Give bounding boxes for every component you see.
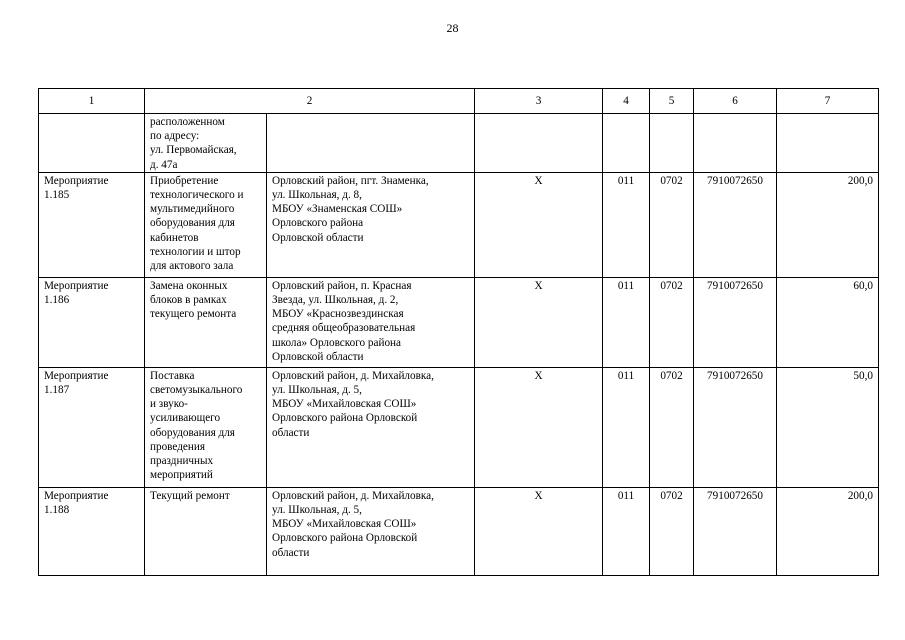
cell-address: Орловский район, д. Михайловка, ул. Школьная, д. 5, МБОУ «Михайловская СОШ» Орловского района Орловской области <box>267 487 475 575</box>
cell-col3: Х <box>475 487 603 575</box>
cell-col5 <box>650 114 694 173</box>
activities-table <box>38 88 879 576</box>
table-row <box>39 277 879 367</box>
cell-col5: 0702 <box>650 172 694 277</box>
cell-activity-name: Поставка светомузыкального и звуко- усиливающего оборудования для проведения праздничных мероприятий <box>145 367 267 487</box>
cell-col6: 7910072650 <box>694 172 777 277</box>
cell-col7: 200,0 <box>777 172 879 277</box>
cell-col6: 7910072650 <box>694 367 777 487</box>
cell-activity-name: Замена оконных блоков в рамках текущего ремонта <box>145 277 267 367</box>
cell-address: Орловский район, д. Михайловка, ул. Школьная, д. 5, МБОУ «Михайловская СОШ» Орловского района Орловской области <box>267 367 475 487</box>
cell-col5: 0702 <box>650 277 694 367</box>
header-col-5: 5 <box>650 89 694 114</box>
cell-col4 <box>603 114 650 173</box>
cell-activity-id <box>39 114 145 173</box>
cell-col7: 50,0 <box>777 367 879 487</box>
cell-col6 <box>694 114 777 173</box>
header-col-7: 7 <box>777 89 879 114</box>
cell-col3: Х <box>475 367 603 487</box>
cell-activity-name: Приобретение технологического и мультимедийного оборудования для кабинетов технологии и штор для актового зала <box>145 172 267 277</box>
cell-col4: 011 <box>603 487 650 575</box>
page-number: 28 <box>446 21 459 35</box>
cell-col3: Х <box>475 172 603 277</box>
table-row <box>39 172 879 277</box>
cell-activity-id: Мероприятие 1.187 <box>39 367 145 487</box>
cell-address: Орловский район, п. Красная Звезда, ул. Школьная, д. 2, МБОУ «Краснозвездинская средняя общеобразовательная школа» Орловского района Орловской области <box>267 277 475 367</box>
table-row <box>39 367 879 487</box>
cell-col4: 011 <box>603 367 650 487</box>
cell-col6: 7910072650 <box>694 487 777 575</box>
table-header-row <box>39 89 879 114</box>
cell-activity-name: расположенном по адресу: ул. Первомайская, д. 47а <box>145 114 267 173</box>
cell-activity-id: Мероприятие 1.188 <box>39 487 145 575</box>
cell-col7: 200,0 <box>777 487 879 575</box>
table-row <box>39 487 879 575</box>
header-col-1: 1 <box>39 89 145 114</box>
header-col-6: 6 <box>694 89 777 114</box>
cell-col6: 7910072650 <box>694 277 777 367</box>
cell-col3 <box>475 114 603 173</box>
cell-col4: 011 <box>603 277 650 367</box>
cell-col7 <box>777 114 879 173</box>
cell-address: Орловский район, пгт. Знаменка, ул. Школьная, д. 8, МБОУ «Знаменская СОШ» Орловского района Орловской области <box>267 172 475 277</box>
header-col-3: 3 <box>475 89 603 114</box>
cell-address <box>267 114 475 173</box>
header-col-4: 4 <box>603 89 650 114</box>
cell-activity-id: Мероприятие 1.185 <box>39 172 145 277</box>
cell-col3: Х <box>475 277 603 367</box>
cell-col4: 011 <box>603 172 650 277</box>
header-col-2: 2 <box>145 89 475 114</box>
table-row-continuation <box>39 114 879 173</box>
cell-activity-name: Текущий ремонт <box>145 487 267 575</box>
cell-col5: 0702 <box>650 367 694 487</box>
cell-col7: 60,0 <box>777 277 879 367</box>
cell-activity-id: Мероприятие 1.186 <box>39 277 145 367</box>
cell-col5: 0702 <box>650 487 694 575</box>
